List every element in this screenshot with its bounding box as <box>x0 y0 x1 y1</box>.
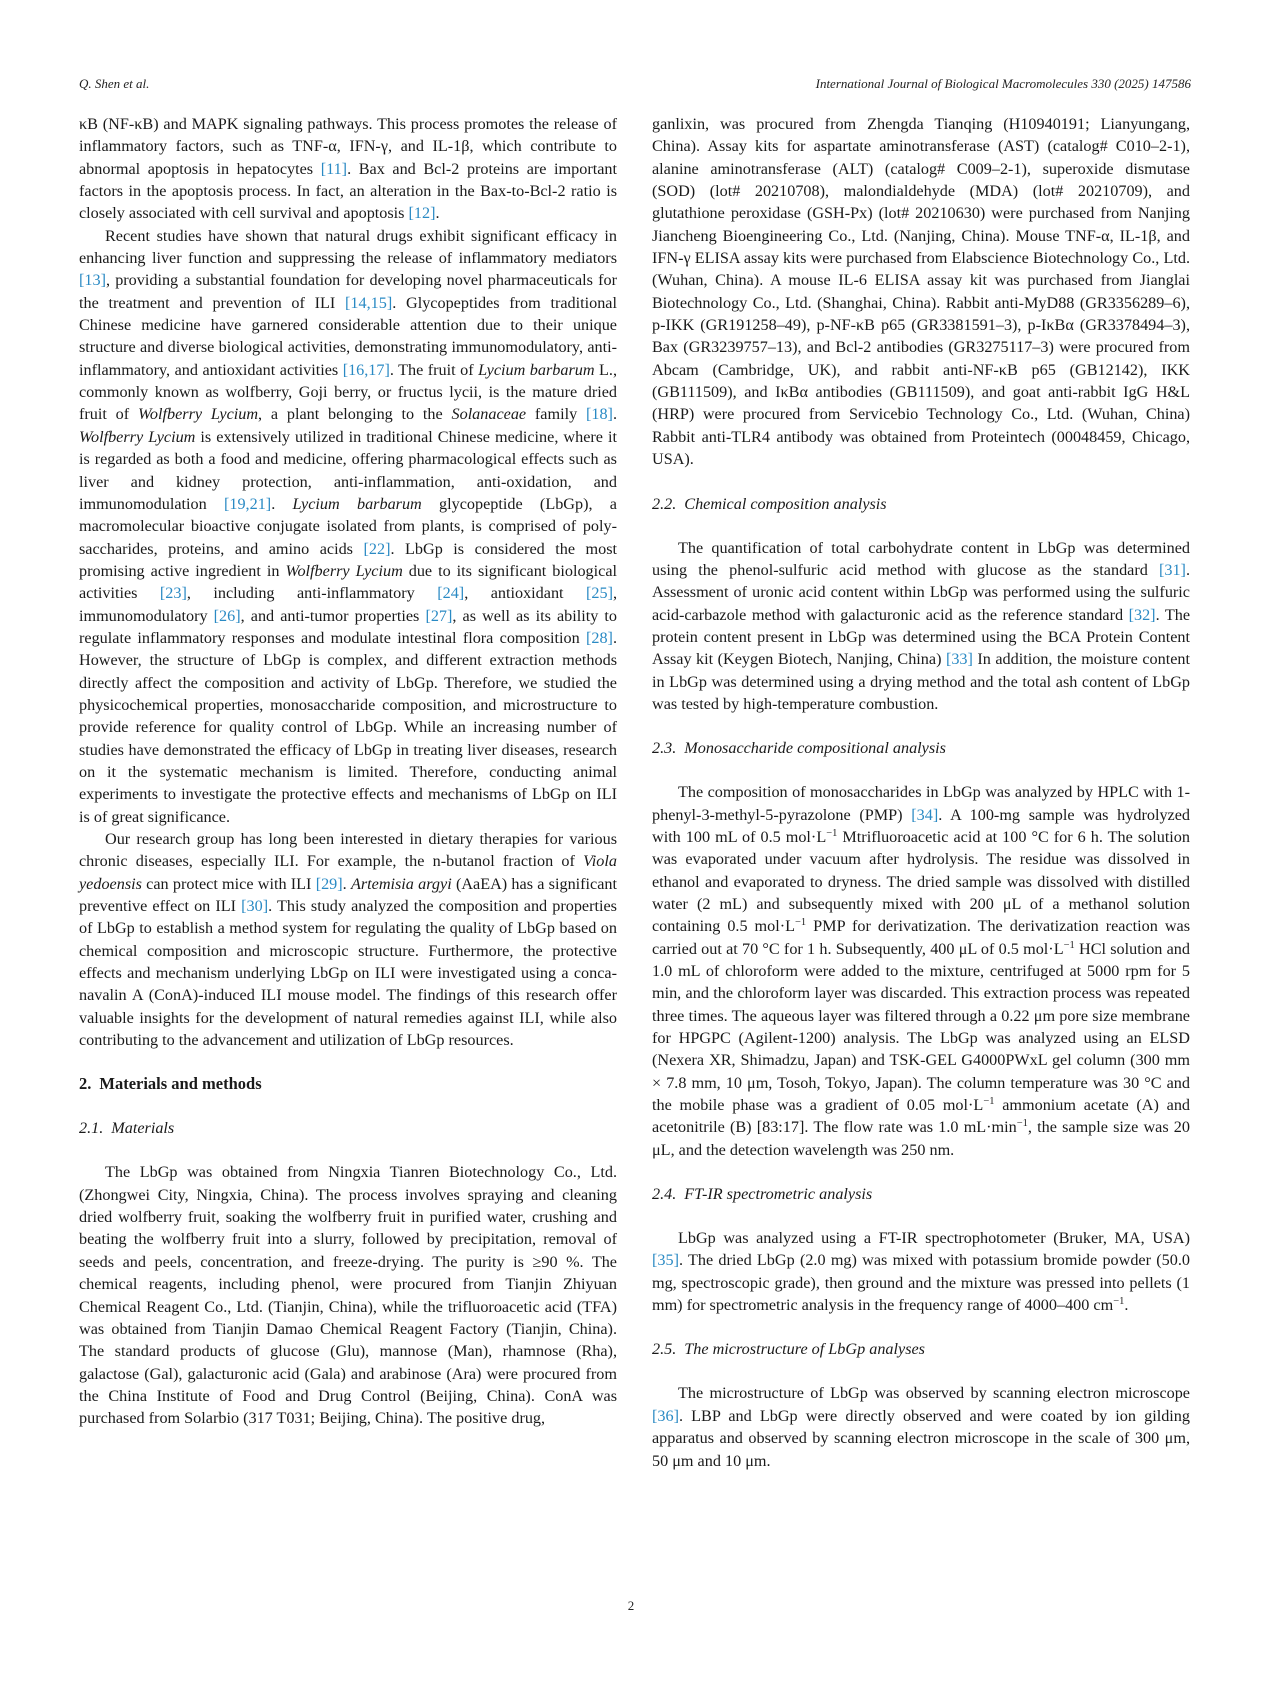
citation-link[interactable]: [14,15] <box>345 293 393 312</box>
text: (AaEA) has a significant preventive effect on ILI <box>79 874 618 916</box>
citation-link[interactable]: [35] <box>652 1251 679 1270</box>
subsection-number: 2.5. <box>652 1340 677 1359</box>
text: due to its significant biological activities <box>79 561 618 603</box>
subsection-heading-ftir <box>652 1183 1190 1205</box>
subsection-heading-chemical-composition <box>652 493 1190 515</box>
citation-link[interactable]: [29] <box>315 874 343 893</box>
italic-species: Wolfberry Lycium <box>285 561 403 580</box>
italic-species: Artemisia argyi <box>350 874 452 893</box>
text: , including anti-inflammatory <box>186 584 438 603</box>
text: glycopeptide (LbGp), a macromolecular bioactive conjugate isolated from plants, is comprised of polysaccharides, proteins, and amino acids <box>79 494 617 558</box>
text: . This study analyzed the composition and properties of LbGp to establish a method system for regulating the quality of LbGp based on chemical composition and microscopic structure. Furthermore, the protective effects and mechanism underlying LbGp on ILI were investigated using a concanavalin A (ConA)-induced ILI mouse model. The findings of this research offer valuable insights for the development of natural remedies against ILI, while also contributing to the advancement and utilization of LbGp resources. <box>79 897 617 1050</box>
subsection-heading-microstructure <box>652 1338 1190 1360</box>
citation-link[interactable]: [27] <box>425 606 453 625</box>
text: HCl solution and 1.0 mL of chloroform were added to the mixture, centrifuged at 5000 rpm for 5 min, and the chloroform layer was discarded. This extraction process was repeated three times. The aqueous layer was filtered through a 0.22 μm pore size membrane for HPGPC (Agilent-1200) analysis. The LbGp was analyzed using an ELSD (Nexera XR, Shimadzu, Japan) and TSK-GEL G4000PWxL gel column (300 mm × 7.8 mm, 10 μm, Tosoh, Tokyo, Japan). The column temperature was 30 °C and the mobile phase was a gradient of 0.05 mol·L <box>652 939 1190 1115</box>
italic-species: Lycium barbarum <box>292 494 422 513</box>
text: ammonium acetate (A) and acetonitrile (B) [83:17]. The flow rate was 1.0 mL·min <box>652 1096 1191 1137</box>
text: L., commonly known as wolfberry, Goji berry, or fructus lycii, is the mature dried fruit of <box>79 360 617 424</box>
text: . However, the structure of LbGp is complex, and different extraction methods directly affect the composition and activity of LbGp. Therefore, we studied the physicochemical properties, monosaccharide composition, and microstructure to provide reference for quality control of LbGp. While an increasing number of studies have demonstrated the efficacy of LbGp in treating liver diseases, research on it the systematic mechanism is limited. Therefore, conducting animal experiments to investigate the protective effects and mechanisms of LbGp on ILI is of great significance. <box>79 628 617 826</box>
citation-link[interactable]: [22] <box>363 539 391 558</box>
text: . <box>435 204 440 223</box>
text: . LbGp is considered the most promising active ingredient in <box>79 539 618 580</box>
text: , immunomodulatory <box>79 584 618 625</box>
text: The microstructure of LbGp was observed by scanning electron microscope <box>678 1384 1190 1403</box>
text: , antioxidant <box>464 584 586 603</box>
subsection-title: Monosaccharide compositional analysis <box>684 739 946 758</box>
text: . Bax and Bcl-2 proteins are important factors in the apoptosis process. In fact, an alteration in the Bax-to-Bcl-2 ratio is closely associated with cell survival and apoptosis <box>79 159 617 223</box>
text: , as well as its ability to regulate inflammatory responses and modulate intestinal flora composition <box>79 606 617 647</box>
citation-link[interactable]: [34] <box>911 805 939 824</box>
subsection-number: 2.3. <box>652 739 677 758</box>
superscript: −1 <box>983 1096 995 1108</box>
citation-link[interactable]: [31] <box>1158 560 1186 579</box>
citation-link[interactable]: [26] <box>213 606 241 625</box>
citation-link[interactable]: [30] <box>241 897 269 916</box>
text: , and anti-tumor properties <box>240 606 426 625</box>
running-head-authors: Q. Shen et al. <box>79 76 150 91</box>
section-heading-materials-methods <box>79 1073 617 1095</box>
italic-species: Lycium barbarum <box>478 360 595 379</box>
citation-link[interactable]: [28] <box>585 628 613 647</box>
superscript: −1 <box>1063 939 1075 951</box>
section-title: Materials and methods <box>99 1074 262 1094</box>
text: The quantification of total carbohydrate content in LbGp was determined using the phenol-sulfuric acid method with glucose as the standard <box>652 538 1190 579</box>
text: The composition of monosaccharides in LbGp was analyzed by HPLC with 1-phenyl-3-methyl-5-pyrazolone (PMP) <box>652 783 1190 824</box>
paragraph-ftir <box>652 1227 1190 1316</box>
subsection-number: 2.2. <box>652 494 677 513</box>
running-head-journal: International Journal of Biological Macromolecules 330 (2025) 147586 <box>815 76 1191 91</box>
subsection-heading-monosaccharide <box>652 737 1190 759</box>
superscript: −1 <box>826 827 838 839</box>
superscript: −1 <box>795 917 807 929</box>
text: , providing a substantial foundation for developing novel pharmaceuticals for the treatment and prevention of ILI <box>79 271 617 312</box>
citation-link[interactable]: [25] <box>586 584 613 603</box>
text: . A 100-mg sample was hydrolyzed with 100 mL of 0.5 mol·L <box>652 805 1191 846</box>
text: . <box>342 874 351 893</box>
citation-link[interactable]: [16,17] <box>342 360 390 379</box>
citation-link[interactable]: [36] <box>652 1406 679 1425</box>
text: LbGp was analyzed using a FT-IR spectrophotometer (Bruker, MA, USA) <box>678 1229 1190 1248</box>
left-column <box>79 113 617 1430</box>
text: . LBP and LbGp were directly observed and were coated by ion gilding apparatus and observed by scanning electron microscope in the scale of 300 μm, 50 μm and 10 μm. <box>652 1406 1190 1470</box>
paragraph-microstructure <box>652 1382 1190 1471</box>
text: The LbGp was obtained from Ningxia Tianren Biotechnology Co., Ltd. (Zhongwei City, Ningxia, China). The process involves spraying and cleaning dried wolfberry fruit, soaking the wolfberry fruit in purified water, crushing and beating the wolfberry fruit into a slurry, followed by precipitation, removal of seeds and peels, concentration, and freeze-drying. The purity is ≥90 %. The chemical reagents, including phenol, were procured from Tianjin Zhiyuan Chemical Reagent Co., Ltd. (Tianjin, China), while the trifluoroacetic acid (TFA) was obtained from Tianjin Damao Chemical Reagent Factory (Tianjin, China). The standard products of glucose (Glu), mannose (Man), rhamnose (Rha), galactose (Gal), galacturonic acid (Gala) and arabinose (Ara) were procured from the China Institute of Food and Drug Control (Beijing, China). ConA was purchased from Solarbio (317 T031; Beijing, China). The positive drug, <box>79 1163 617 1428</box>
text: Mtrifluoroacetic acid at 100 °C for 6 h. The solution was evaporated under vacuum after hydrolysis. The residue was dissolved in ethanol and evaporated to dryness. The dried sample was dissolved with distilled water (2 mL) and subsequently mixed with 200 μL of a methanol solution containing 0.5 mol·L <box>652 827 1190 936</box>
subsection-number: 2.4. <box>652 1185 677 1204</box>
text: PMP for derivatization. The derivatization reaction was carried out at 70 °C for 1 h. Subsequently, 400 μL of 0.5 mol·L <box>652 917 1190 958</box>
text: Our research group has long been interested in dietary therapies for various chronic diseases, especially ILI. For example, the n-butanol fraction of <box>79 830 617 871</box>
text: , the sample size was 20 μL, and the detection wavelength was 250 nm. <box>652 1118 1190 1159</box>
superscript: −1 <box>1016 1118 1028 1130</box>
text: . <box>1124 1296 1129 1315</box>
paragraph-materials-continued <box>652 113 1190 471</box>
text: . Glycopeptides from traditional Chinese medicine have garnered considerable attention due to their unique structure and diverse biological activities, demonstrating immunomodulatory, anti-inflammatory, and antioxidant activities <box>79 293 617 379</box>
text: . The protein content present in LbGp was determined using the BCA Protein Content Assay kit (Keygen Biotech, Nanjing, China) <box>652 605 1191 669</box>
section-number: 2. <box>79 1074 92 1094</box>
page-number: 2 <box>627 1598 635 1613</box>
italic-species: Wolfberry Lycium <box>79 427 196 446</box>
text: . <box>271 494 293 513</box>
text: ganlixin, was procured from Zhengda Tianqing (H10940191; Lianyungang, China). Assay kits for aspartate aminotransferase (AST) (catalog# C010–2-1), alanine aminotransferase (ALT) (catalog# C009–2-1), superoxide dismutase (SOD) (lot# 20210708), malondialdehyde (MDA) (lot# 20210709), and glutathione peroxidase (GSH-Px) (lot# 20210630) were purchased from Nanjing Jiancheng Bioengineering Co., Ltd. (Nanjing, China). Mouse TNF-α, IL-1β, and IFN-γ ELISA assay kits were purchased from Elabscience Biotechnology Co., Ltd. (Wuhan, China). A mouse IL-6 ELISA assay kit was purchased from Jianglai Biotechnology Co., Ltd. (Shanghai, China). Rabbit anti-MyD88 (GR3356289–6), p-IKK (GR191258–49), p-NF-κB p65 (GR3381591–3), p-IκBα (GR3378494–3), Bax (GR3239757–13), and Bcl-2 antibodies (GR3275117–3) were procured from Abcam (Cambridge, UK), and rabbit anti-NF-κB p65 (GB12142), IKK (GB111509), and IκBα antibodies (GB111509), and goat anti-rabbit IgG H&L (HRP) were procured from Servicebio Technology Co., Ltd. (Wuhan, China) Rabbit anti-TLR4 antibody was obtained from Proteintech (00048459, Chicago, USA). <box>652 115 1190 469</box>
text: . The fruit of <box>389 360 479 379</box>
citation-link[interactable]: [32] <box>1128 605 1156 624</box>
text: In addition, the moisture content in LbGp was determined using a drying method and the total ash content of LbGp was tested by high-temperature combustion. <box>652 650 1190 713</box>
citation-link[interactable]: [19,21] <box>223 494 272 513</box>
paragraph-research-group <box>79 828 617 1051</box>
subsection-number: 2.1. <box>79 1119 104 1138</box>
italic-family: Solanaceae <box>451 405 527 424</box>
citation-link[interactable]: [12] <box>408 204 436 223</box>
text: can protect mice with ILI <box>141 874 316 893</box>
citation-link[interactable]: [33] <box>945 650 973 669</box>
text: κB (NF-κB) and MAPK signaling pathways. This process promotes the release of inflammatory factors, such as TNF-α, IFN-γ, and IL-1β, which contribute to abnormal apoptosis in hepatocytes <box>79 115 617 178</box>
paragraph-materials <box>79 1161 617 1429</box>
paragraph-chemical-composition <box>652 537 1190 716</box>
subsection-title: FT-IR spectrometric analysis <box>684 1185 873 1204</box>
citation-link[interactable]: [18] <box>585 405 613 424</box>
text: , a plant belonging to the <box>258 405 452 424</box>
text: family <box>526 405 586 424</box>
text: . Assessment of uronic acid content within LbGp was performed using the sulfuric acid-carbazole method with galacturonic acid as the reference standard <box>652 560 1190 624</box>
text: . <box>612 405 617 424</box>
subsection-title: Chemical composition analysis <box>684 494 887 513</box>
subsection-heading-materials <box>79 1117 617 1139</box>
citation-link[interactable]: [23] <box>159 584 187 603</box>
italic-species: Viola yedoensis <box>79 852 617 893</box>
right-column <box>652 113 1190 1472</box>
citation-link[interactable]: [13] <box>79 271 106 290</box>
text: . The dried LbGp (2.0 mg) was mixed with potassium bromide powder (50.0 mg, spectroscopic grade), then ground and the mixture was pressed into pellets (1 mm) for spectrometric analysis in the frequency range of 4000–400 cm <box>652 1251 1190 1315</box>
subsection-title: The microstructure of LbGp analyses <box>684 1340 925 1359</box>
subsection-title: Materials <box>111 1119 175 1138</box>
citation-link[interactable]: [11] <box>320 159 348 178</box>
superscript: −1 <box>1113 1296 1125 1308</box>
paragraph-recent-studies <box>79 225 617 828</box>
text: is extensively utilized in traditional Chinese medicine, where it is regarded as both a food and medicine, offering pharmacological effects such as liver and kidney protection, anti-inflammation, anti-oxidation, and immunomodulation <box>79 427 618 513</box>
paragraph-monosaccharide <box>652 781 1190 1161</box>
paragraph-intro-continued <box>79 113 617 225</box>
italic-species: Wolfberry Lycium <box>137 405 259 424</box>
citation-link[interactable]: [24] <box>437 584 465 603</box>
text: Recent studies have shown that natural drugs exhibit significant efficacy in enhancing liver function and suppressing the release of inflammatory mediators <box>79 226 617 268</box>
